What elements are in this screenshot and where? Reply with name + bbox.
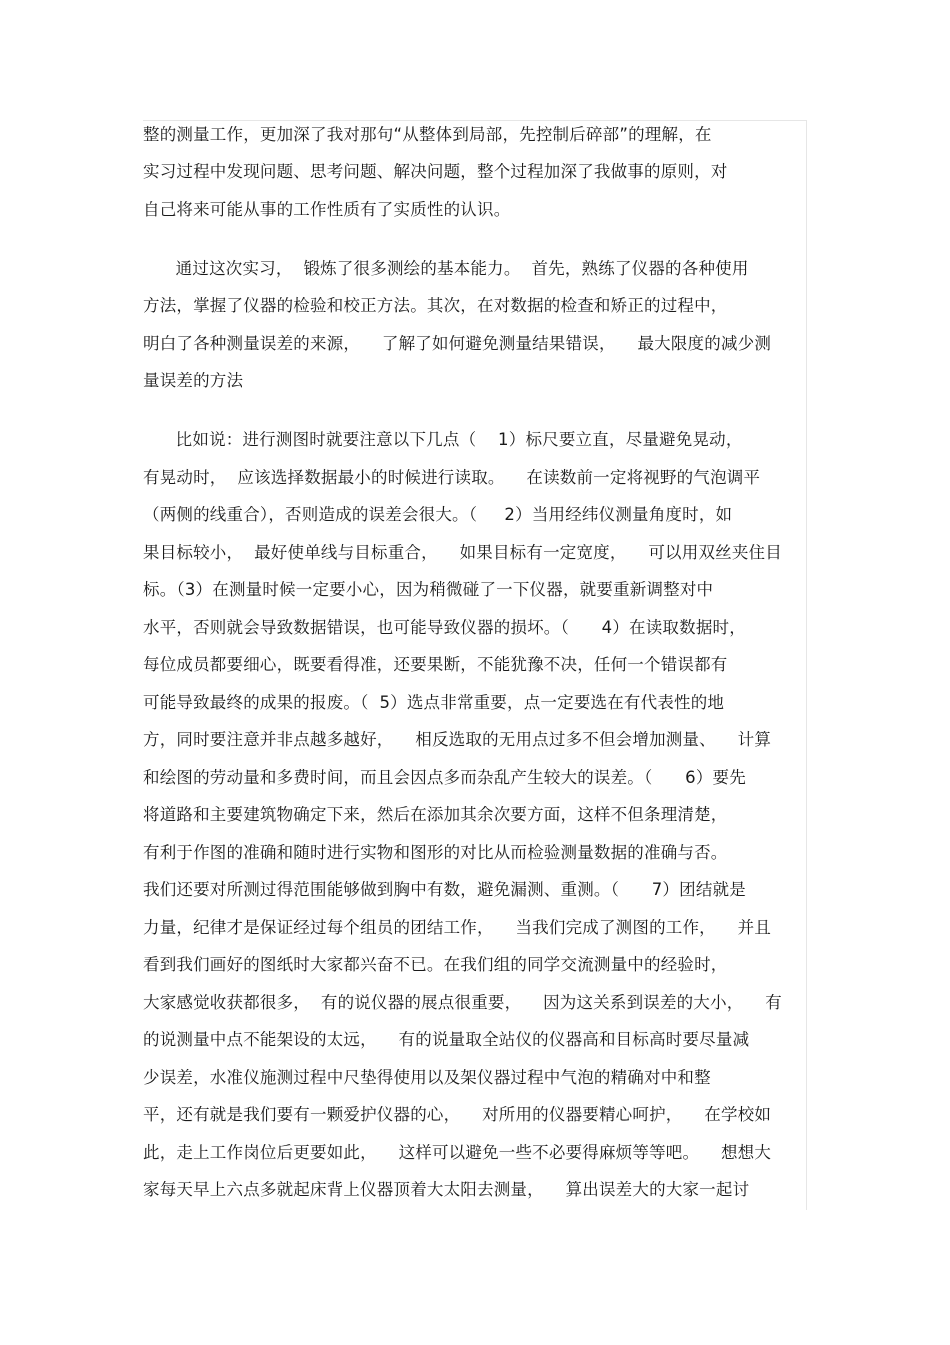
text-line: 力量，纪律才是保证经过每个组员的团结工作， 当我们完成了测图的工作， 并且 <box>143 918 772 937</box>
text-line: 可能导致最终的成果的报废。（ 5）选点非常重要，点一定要选在有代表性的地 <box>143 693 725 712</box>
text-line: 有晃动时， 应该选择数据最小的时候进行读取。 在读数前一定将视野的气泡调平 <box>143 468 761 487</box>
text-line: （两侧的线重合），否则造成的误差会很大。（ 2）当用经纬仪测量角度时，如 <box>143 505 733 524</box>
text-line: 有利于作图的准确和随时进行实物和图形的对比从而检验测量数据的准确与否。 <box>143 843 728 862</box>
text-line: 和绘图的劳动量和多费时间，而且会因点多而杂乱产生较大的误差。（ 6）要先 <box>143 768 746 787</box>
text-line: 自己将来可能从事的工作性质有了实质性的认识。 <box>143 200 511 219</box>
text-line: 看到我们画好的图纸时大家都兴奋不已。在我们组的同学交流测量中的经验时， <box>143 955 728 974</box>
text-line: 我们还要对所测过得范围能够做到胸中有数，避免漏测、重测。（ 7）团结就是 <box>143 880 746 899</box>
text-line: 标。（3）在测量时候一定要小心，因为稍微碰了一下仪器，就要重新调整对中 <box>143 580 714 599</box>
text-line: 整的测量工作，更加深了我对那句“从整体到局部，先控制后碎部”的理解，在 <box>143 125 712 144</box>
text-line: 方法，掌握了仪器的检验和校正方法。其次，在对数据的检查和矫正的过程中， <box>143 296 728 315</box>
page-border-right <box>806 120 807 1210</box>
text-line: 将道路和主要建筑物确定下来，然后在添加其余次要方面，这样不但条理清楚， <box>143 805 728 824</box>
text-line: 大家感觉收获都很多， 有的说仪器的展点很重要， 因为这关系到误差的大小， 有 <box>143 993 782 1012</box>
page-border-top <box>143 120 807 121</box>
text-line: 明白了各种测量误差的来源， 了解了如何避免测量结果错误， 最大限度的减少测 <box>143 334 772 353</box>
text-line: 的说测量中点不能架设的太远， 有的说量取全站仪的仪器高和目标高时要尽量减 <box>143 1030 750 1049</box>
text-line: 通过这次实习， 锻炼了很多测绘的基本能力。 首先，熟练了仪器的各种使用 <box>143 259 749 278</box>
text-line: 平，还有就是我们要有一颗爱护仪器的心， 对所用的仪器要精心呵护， 在学校如 <box>143 1105 772 1124</box>
text-line: 每位成员都要细心，既要看得准，还要果断，不能犹豫不决，任何一个错误都有 <box>143 655 728 674</box>
text-line: 比如说：进行测图时就要注意以下几点（ 1）标尺要立直，尽量避免晃动， <box>143 430 743 449</box>
text-line: 此，走上工作岗位后更要如此， 这样可以避免一些不必要得麻烦等等吧。 想想大 <box>143 1143 772 1162</box>
text-line: 方，同时要注意并非点越多越好， 相反选取的无用点过多不但会增加测量、 计算 <box>143 730 772 749</box>
text-line: 水平，否则就会导致数据错误，也可能导致仪器的损坏。（ 4）在读取数据时， <box>143 618 746 637</box>
text-line: 果目标较小， 最好使单线与目标重合， 如果目标有一定宽度， 可以用双丝夹住目 <box>143 543 782 562</box>
text-line: 实习过程中发现问题、思考问题、解决问题，整个过程加深了我做事的原则，对 <box>143 162 728 181</box>
text-line: 家每天早上六点多就起床背上仪器顶着大太阳去测量， 算出误差大的大家一起讨 <box>143 1180 750 1199</box>
text-line: 少误差，水准仪施测过程中尺垫得使用以及架仪器过程中气泡的精确对中和整 <box>143 1068 711 1087</box>
text-line: 量误差的方法 <box>143 371 244 390</box>
